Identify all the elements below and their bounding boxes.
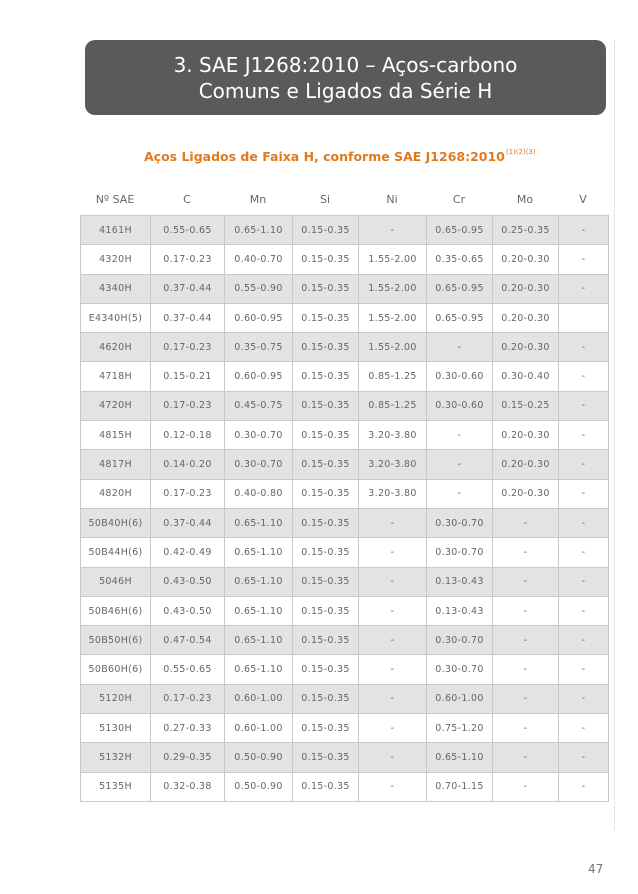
cell-molybdenum: -: [493, 538, 559, 567]
cell-nickel: 0.85-1.25: [359, 362, 427, 391]
cell-nickel: 3.20-3.80: [359, 450, 427, 479]
cell-manganese: 0.45-0.75: [225, 391, 293, 420]
cell-chromium: 0.70-1.15: [427, 772, 493, 801]
cell-manganese: 0.65-1.10: [225, 216, 293, 245]
column-header-manganese: Mn: [249, 192, 267, 206]
cell-sae-number: 5132H: [81, 743, 151, 772]
cell-vanadium: -: [559, 391, 609, 420]
cell-nickel: -: [359, 567, 427, 596]
cell-sae-number: 50B46H(6): [81, 596, 151, 625]
cell-silicon: 0.15-0.35: [293, 684, 359, 713]
cell-vanadium: -: [559, 743, 609, 772]
table-row: [81, 655, 609, 684]
table-row: [81, 772, 609, 801]
cell-silicon: 0.15-0.35: [293, 626, 359, 655]
cell-carbon: 0.15-0.21: [151, 362, 225, 391]
table-row: [81, 743, 609, 772]
table-row: [81, 684, 609, 713]
table-row: [81, 333, 609, 362]
cell-vanadium: -: [559, 596, 609, 625]
cell-vanadium: -: [559, 508, 609, 537]
cell-manganese: 0.50-0.90: [225, 743, 293, 772]
cell-silicon: 0.15-0.35: [293, 567, 359, 596]
cell-sae-number: 5120H: [81, 684, 151, 713]
table-row: [81, 714, 609, 743]
table-title-notes: (1)(2)(3): [505, 148, 536, 156]
cell-molybdenum: -: [493, 772, 559, 801]
cell-silicon: 0.15-0.35: [293, 303, 359, 332]
cell-sae-number: 4320H: [81, 245, 151, 274]
cell-nickel: 3.20-3.80: [359, 479, 427, 508]
table-row: [81, 567, 609, 596]
section-title-line-1: 3. SAE J1268:2010 – Aços-carbono: [173, 52, 518, 77]
cell-manganese: 0.55-0.90: [225, 274, 293, 303]
cell-silicon: 0.15-0.35: [293, 538, 359, 567]
cell-sae-number: 5135H: [81, 772, 151, 801]
table-title-text: Aços Ligados de Faixa H, conforme SAE J1268:2010: [144, 149, 505, 164]
page-margin-rule: [614, 40, 615, 830]
cell-silicon: 0.15-0.35: [293, 245, 359, 274]
cell-carbon: 0.27-0.33: [151, 714, 225, 743]
cell-chromium: 0.30-0.60: [427, 391, 493, 420]
cell-molybdenum: 0.20-0.30: [493, 245, 559, 274]
cell-molybdenum: -: [493, 567, 559, 596]
cell-sae-number: 50B40H(6): [81, 508, 151, 537]
cell-silicon: 0.15-0.35: [293, 333, 359, 362]
cell-chromium: -: [427, 479, 493, 508]
table-header-row: [80, 185, 608, 213]
cell-manganese: 0.60-1.00: [225, 714, 293, 743]
cell-sae-number: 4340H: [81, 274, 151, 303]
cell-vanadium: -: [559, 538, 609, 567]
cell-vanadium: -: [559, 245, 609, 274]
cell-nickel: -: [359, 596, 427, 625]
cell-vanadium: -: [559, 567, 609, 596]
cell-molybdenum: -: [493, 655, 559, 684]
cell-sae-number: 5046H: [81, 567, 151, 596]
cell-manganese: 0.60-1.00: [225, 684, 293, 713]
cell-nickel: -: [359, 655, 427, 684]
cell-chromium: 0.13-0.43: [427, 567, 493, 596]
cell-nickel: -: [359, 626, 427, 655]
cell-carbon: 0.43-0.50: [151, 567, 225, 596]
section-title-banner: [85, 40, 606, 115]
cell-vanadium: -: [559, 714, 609, 743]
cell-carbon: 0.14-0.20: [151, 450, 225, 479]
cell-chromium: 0.30-0.70: [427, 655, 493, 684]
cell-nickel: -: [359, 684, 427, 713]
cell-chromium: -: [427, 333, 493, 362]
cell-carbon: 0.17-0.23: [151, 245, 225, 274]
cell-manganese: 0.65-1.10: [225, 508, 293, 537]
cell-carbon: 0.17-0.23: [151, 479, 225, 508]
cell-vanadium: -: [559, 362, 609, 391]
cell-nickel: -: [359, 508, 427, 537]
table-title: [144, 148, 536, 164]
cell-silicon: 0.15-0.35: [293, 391, 359, 420]
cell-molybdenum: 0.15-0.25: [493, 391, 559, 420]
cell-chromium: 0.60-1.00: [427, 684, 493, 713]
cell-sae-number: 4720H: [81, 391, 151, 420]
cell-sae-number: 4718H: [81, 362, 151, 391]
cell-sae-number: 4820H: [81, 479, 151, 508]
cell-manganese: 0.50-0.90: [225, 772, 293, 801]
cell-sae-number: E4340H(5): [81, 303, 151, 332]
cell-vanadium: -: [559, 655, 609, 684]
steel-composition-table: [80, 215, 609, 802]
cell-chromium: -: [427, 450, 493, 479]
cell-molybdenum: -: [493, 684, 559, 713]
cell-vanadium: -: [559, 216, 609, 245]
column-header-chromium: Cr: [452, 192, 466, 206]
cell-molybdenum: -: [493, 626, 559, 655]
cell-manganese: 0.65-1.10: [225, 626, 293, 655]
cell-chromium: 0.65-0.95: [427, 303, 493, 332]
cell-carbon: 0.37-0.44: [151, 274, 225, 303]
cell-silicon: 0.15-0.35: [293, 596, 359, 625]
cell-molybdenum: 0.25-0.35: [493, 216, 559, 245]
cell-silicon: 0.15-0.35: [293, 274, 359, 303]
cell-molybdenum: 0.20-0.30: [493, 479, 559, 508]
cell-chromium: 0.30-0.70: [427, 538, 493, 567]
cell-nickel: -: [359, 714, 427, 743]
cell-vanadium: -: [559, 421, 609, 450]
cell-vanadium: -: [559, 479, 609, 508]
cell-nickel: 3.20-3.80: [359, 421, 427, 450]
cell-molybdenum: 0.20-0.30: [493, 450, 559, 479]
cell-molybdenum: 0.20-0.30: [493, 421, 559, 450]
cell-nickel: -: [359, 743, 427, 772]
cell-carbon: 0.29-0.35: [151, 743, 225, 772]
cell-silicon: 0.15-0.35: [293, 216, 359, 245]
cell-sae-number: 5130H: [81, 714, 151, 743]
cell-nickel: -: [359, 772, 427, 801]
table-row: [81, 450, 609, 479]
cell-silicon: 0.15-0.35: [293, 714, 359, 743]
cell-manganese: 0.65-1.10: [225, 567, 293, 596]
cell-carbon: 0.17-0.23: [151, 333, 225, 362]
cell-molybdenum: -: [493, 596, 559, 625]
column-header-vanadium: V: [579, 192, 587, 206]
cell-carbon: 0.55-0.65: [151, 655, 225, 684]
cell-chromium: 0.30-0.70: [427, 626, 493, 655]
cell-vanadium: -: [559, 274, 609, 303]
cell-nickel: 0.85-1.25: [359, 391, 427, 420]
cell-chromium: 0.35-0.65: [427, 245, 493, 274]
table-row: [81, 596, 609, 625]
column-header-nickel: Ni: [386, 192, 398, 206]
cell-vanadium: -: [559, 333, 609, 362]
section-title-line-2: Comuns e Ligados da Série H: [198, 78, 493, 103]
cell-chromium: -: [427, 421, 493, 450]
table-row: [81, 391, 609, 420]
cell-sae-number: 4161H: [81, 216, 151, 245]
cell-chromium: 0.65-0.95: [427, 274, 493, 303]
cell-sae-number: 4817H: [81, 450, 151, 479]
cell-manganese: 0.40-0.70: [225, 245, 293, 274]
table-row: [81, 362, 609, 391]
cell-silicon: 0.15-0.35: [293, 450, 359, 479]
cell-vanadium: [559, 303, 609, 332]
column-header-carbon: C: [183, 192, 191, 206]
cell-silicon: 0.15-0.35: [293, 362, 359, 391]
cell-molybdenum: 0.20-0.30: [493, 274, 559, 303]
cell-silicon: 0.15-0.35: [293, 655, 359, 684]
cell-nickel: 1.55-2.00: [359, 303, 427, 332]
cell-sae-number: 50B44H(6): [81, 538, 151, 567]
cell-carbon: 0.42-0.49: [151, 538, 225, 567]
table-row: [81, 274, 609, 303]
cell-chromium: 0.65-1.10: [427, 743, 493, 772]
cell-vanadium: -: [559, 626, 609, 655]
cell-carbon: 0.17-0.23: [151, 684, 225, 713]
table-row: [81, 421, 609, 450]
table-row: [81, 538, 609, 567]
cell-nickel: 1.55-2.00: [359, 333, 427, 362]
cell-nickel: -: [359, 538, 427, 567]
cell-nickel: -: [359, 216, 427, 245]
cell-sae-number: 50B50H(6): [81, 626, 151, 655]
cell-molybdenum: 0.30-0.40: [493, 362, 559, 391]
cell-carbon: 0.12-0.18: [151, 421, 225, 450]
cell-manganese: 0.60-0.95: [225, 362, 293, 391]
table-row: [81, 626, 609, 655]
column-header-molybdenum: Mo: [516, 192, 534, 206]
cell-chromium: 0.30-0.70: [427, 508, 493, 537]
table-row: [81, 303, 609, 332]
table-row: [81, 479, 609, 508]
cell-nickel: 1.55-2.00: [359, 274, 427, 303]
cell-manganese: 0.30-0.70: [225, 450, 293, 479]
cell-silicon: 0.15-0.35: [293, 421, 359, 450]
cell-molybdenum: -: [493, 508, 559, 537]
cell-chromium: 0.75-1.20: [427, 714, 493, 743]
cell-silicon: 0.15-0.35: [293, 479, 359, 508]
cell-manganese: 0.65-1.10: [225, 655, 293, 684]
cell-manganese: 0.60-0.95: [225, 303, 293, 332]
table-row: [81, 508, 609, 537]
cell-silicon: 0.15-0.35: [293, 772, 359, 801]
cell-manganese: 0.30-0.70: [225, 421, 293, 450]
page-number: 47: [588, 862, 604, 876]
cell-manganese: 0.35-0.75: [225, 333, 293, 362]
column-header-sae-number: Nº SAE: [95, 192, 135, 206]
cell-carbon: 0.17-0.23: [151, 391, 225, 420]
cell-vanadium: -: [559, 684, 609, 713]
cell-sae-number: 4815H: [81, 421, 151, 450]
cell-molybdenum: 0.20-0.30: [493, 303, 559, 332]
cell-vanadium: -: [559, 450, 609, 479]
cell-vanadium: -: [559, 772, 609, 801]
cell-silicon: 0.15-0.35: [293, 743, 359, 772]
cell-chromium: 0.65-0.95: [427, 216, 493, 245]
cell-molybdenum: -: [493, 714, 559, 743]
table-row: [81, 245, 609, 274]
cell-molybdenum: -: [493, 743, 559, 772]
cell-carbon: 0.43-0.50: [151, 596, 225, 625]
cell-chromium: 0.13-0.43: [427, 596, 493, 625]
cell-sae-number: 4620H: [81, 333, 151, 362]
cell-carbon: 0.55-0.65: [151, 216, 225, 245]
cell-sae-number: 50B60H(6): [81, 655, 151, 684]
cell-chromium: 0.30-0.60: [427, 362, 493, 391]
cell-manganese: 0.65-1.10: [225, 596, 293, 625]
cell-nickel: 1.55-2.00: [359, 245, 427, 274]
cell-manganese: 0.65-1.10: [225, 538, 293, 567]
cell-molybdenum: 0.20-0.30: [493, 333, 559, 362]
cell-carbon: 0.37-0.44: [151, 303, 225, 332]
column-header-silicon: Si: [319, 192, 331, 206]
cell-carbon: 0.47-0.54: [151, 626, 225, 655]
cell-carbon: 0.37-0.44: [151, 508, 225, 537]
cell-silicon: 0.15-0.35: [293, 508, 359, 537]
cell-manganese: 0.40-0.80: [225, 479, 293, 508]
cell-carbon: 0.32-0.38: [151, 772, 225, 801]
table-row: [81, 216, 609, 245]
